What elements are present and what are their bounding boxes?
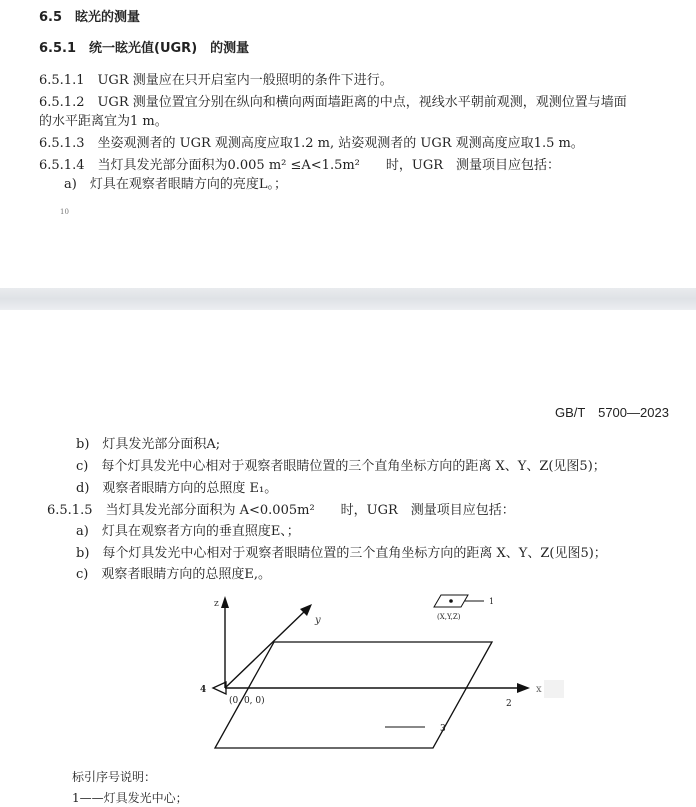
y-axis-line: [225, 610, 306, 688]
page-gap: [0, 288, 696, 310]
y-axis-label: y: [315, 615, 321, 626]
observer-eye-icon: [213, 682, 226, 694]
paragraph-6-5-1-2-line2: 的水平距离宜为1 m。: [39, 114, 168, 129]
label-1: 1: [489, 597, 495, 606]
z-axis-label: z: [214, 599, 219, 609]
paragraph-6-5-1-3: 6.5.1.3 坐姿观测者的 UGR 观测高度应取1.2 m, 站姿观测者的 UGR 观测高度应取1.5 m。: [39, 136, 584, 151]
label-4: 4: [200, 685, 207, 695]
standard-number: GB/T 5700—2023: [555, 405, 669, 420]
label-2: 2: [506, 699, 512, 709]
figure-5-coordinate-diagram: [0, 580, 696, 760]
list-item-b: b) 灯具发光部分面积A;: [76, 437, 221, 452]
label-3: 3: [440, 724, 446, 734]
list-item-b2: b) 每个灯具发光中心相对于观察者眼睛位置的三个直角坐标方向的距离 X、Y、Z(见图5)；: [76, 546, 607, 561]
paragraph-6-5-1-5: 6.5.1.5 当灯具发光部分面积为 A<0.005m² 时，UGR 测量项目应包括：: [47, 503, 515, 518]
paragraph-6-5-1-1: 6.5.1.1 UGR 测量应在只开启室内一般照明的条件下进行。: [39, 73, 393, 88]
document-page-1: [0, 0, 696, 288]
list-item-a2: a) 灯具在观察者方向的垂直照度E、；: [76, 524, 300, 539]
origin-label: (0, 0, 0): [229, 696, 265, 706]
z-axis-arrow-icon: [221, 596, 229, 608]
paragraph-6-5-1-4: 6.5.1.4 当灯具发光部分面积为0.005 m² ≤A<1.5m² 时，UGR 测量项目应包括：: [39, 158, 561, 173]
section-heading: 6.5 眩光的测量: [39, 10, 141, 25]
list-item-c2: c) 观察者眼睛方向的总照度E,。: [76, 567, 271, 582]
document-page-2: [0, 310, 696, 807]
page-number: 10: [60, 208, 69, 216]
x-axis-label: x: [536, 684, 542, 695]
luminaire-coordinate-label: (X,Y,Z): [437, 613, 461, 621]
list-item-c: c) 每个灯具发光中心相对于观察者眼睛位置的三个直角坐标方向的距离 X、Y、Z(见图5)；: [76, 459, 606, 474]
subsection-heading: 6.5.1 统一眩光值(UGR) 的测量: [39, 41, 250, 56]
scan-smudge: [544, 680, 564, 698]
legend-item-1: 1——灯具发光中心；: [72, 791, 188, 805]
paragraph-6-5-1-2-line1: 6.5.1.2 UGR 测量位置宜分别在纵向和横向两面墙距离的中点，视线水平朝前观测，观测位置与墙面: [39, 95, 627, 110]
legend-title: 标引序号说明：: [72, 770, 157, 784]
list-item-a: a) 灯具在观察者眼睛方向的亮度L。；: [64, 177, 287, 192]
luminaire-center-dot: [449, 599, 453, 603]
list-item-d: d) 观察者眼睛方向的总照度 E₁。: [76, 481, 278, 496]
x-axis-arrow-icon: [517, 683, 530, 693]
